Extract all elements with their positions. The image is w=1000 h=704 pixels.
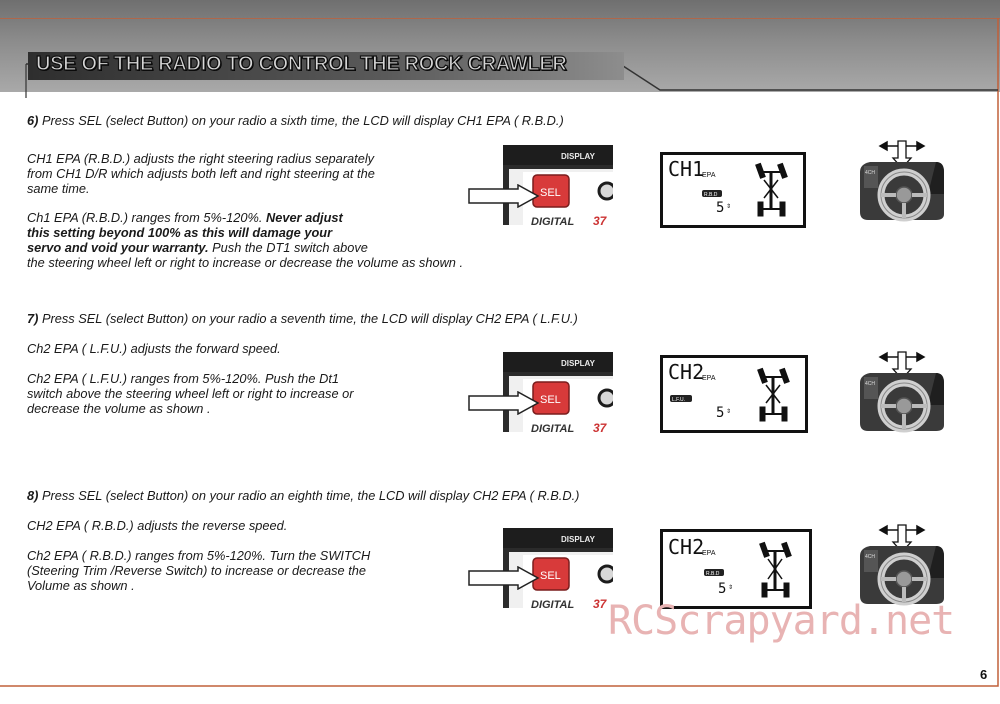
page-title: USE OF THE RADIO TO CONTROL THE ROCK CRAWLER — [36, 53, 567, 75]
display-label: DISPLAY — [561, 152, 595, 161]
svg-text:4CH: 4CH — [865, 554, 876, 560]
lcd-display — [660, 529, 812, 609]
lcd-display — [660, 152, 806, 228]
steering-wheel-switch-illustration — [858, 522, 944, 606]
pointer-arrow-icon — [468, 391, 540, 415]
svg-text:DIGITAL: DIGITAL — [531, 599, 575, 608]
svg-text:EPA: EPA — [702, 550, 716, 557]
svg-text:SEL: SEL — [540, 570, 561, 582]
watermark: RCScrapyard.net — [608, 598, 955, 644]
section-6-text-1: CH1 EPA (R.B.D.) adjusts the right steering radius separately from CH1 D/R which adjusts both left and right steering at the same time. — [27, 151, 375, 196]
steering-wheel-switch-illustration — [858, 349, 944, 433]
section-8-text-1: CH2 EPA ( R.B.D.) adjusts the reverse speed. — [27, 518, 288, 533]
svg-text:DIGITAL: DIGITAL — [531, 423, 575, 432]
svg-text:37: 37 — [593, 214, 607, 225]
svg-text:5: 5 — [716, 405, 725, 421]
svg-text:⇕: ⇕ — [726, 408, 732, 415]
svg-text:⇕: ⇕ — [726, 203, 732, 210]
steering-wheel-switch-illustration — [858, 138, 944, 222]
svg-text:L.F.U.: L.F.U. — [672, 397, 686, 403]
svg-text:EPA: EPA — [702, 375, 716, 382]
section-6-text-2: Ch1 EPA (R.B.D.) ranges from 5%-120%. Never adjust this setting beyond 100% as this will damage your servo and void your warranty. Push the DT1 switch above the steering wheel left or right to increase or decrease the volume as shown . — [27, 210, 464, 270]
display-label: DISPLAY — [561, 359, 595, 368]
section-7-text-2: Ch2 EPA ( L.F.U.) ranges from 5%-120%. Push the Dt1 switch above the steering wheel left or right to increase or decrease the volume as shown . — [27, 371, 354, 416]
svg-text:5: 5 — [718, 581, 727, 597]
lcd-display — [660, 355, 808, 433]
section-7-text-1: Ch2 EPA ( L.F.U.) adjusts the forward speed. — [27, 341, 281, 356]
svg-text:EPA: EPA — [702, 172, 716, 179]
svg-text:DIGITAL: DIGITAL — [531, 216, 575, 225]
page-number: 6 — [980, 667, 988, 682]
svg-text:CH1: CH1 — [668, 157, 705, 181]
svg-text:4CH: 4CH — [865, 170, 876, 176]
section-8-text-2: Ch2 EPA ( R.B.D.) ranges from 5%-120%. Turn the SWITCH (Steering Trim /Reverse Switch) to increase or decrease the Volume as shown . — [27, 548, 371, 593]
svg-text:CH2: CH2 — [668, 535, 705, 559]
svg-text:SEL: SEL — [540, 394, 561, 406]
svg-text:SEL: SEL — [540, 187, 561, 199]
svg-text:4CH: 4CH — [865, 381, 876, 387]
svg-text:R.B.D: R.B.D — [706, 571, 720, 577]
pointer-arrow-icon — [468, 566, 540, 590]
svg-text:⇕: ⇕ — [728, 584, 734, 591]
section-6-heading: 6) Press SEL (select Button) on your radio a sixth time, the LCD will display CH1 EPA ( R.B.D.) — [27, 113, 564, 128]
section-8-heading: 8) Press SEL (select Button) on your radio an eighth time, the LCD will display CH2 EPA ( R.B.D.) — [27, 488, 580, 503]
svg-text:CH2: CH2 — [668, 360, 705, 384]
svg-text:37: 37 — [593, 421, 607, 432]
display-label: DISPLAY — [561, 535, 595, 544]
svg-text:5: 5 — [716, 200, 725, 216]
svg-text:37: 37 — [593, 597, 607, 608]
pointer-arrow-icon — [468, 184, 540, 208]
section-7-heading: 7) Press SEL (select Button) on your radio a seventh time, the LCD will display CH2 EPA ( L.F.U.) — [27, 311, 578, 326]
svg-text:R.B.D: R.B.D — [704, 192, 718, 198]
